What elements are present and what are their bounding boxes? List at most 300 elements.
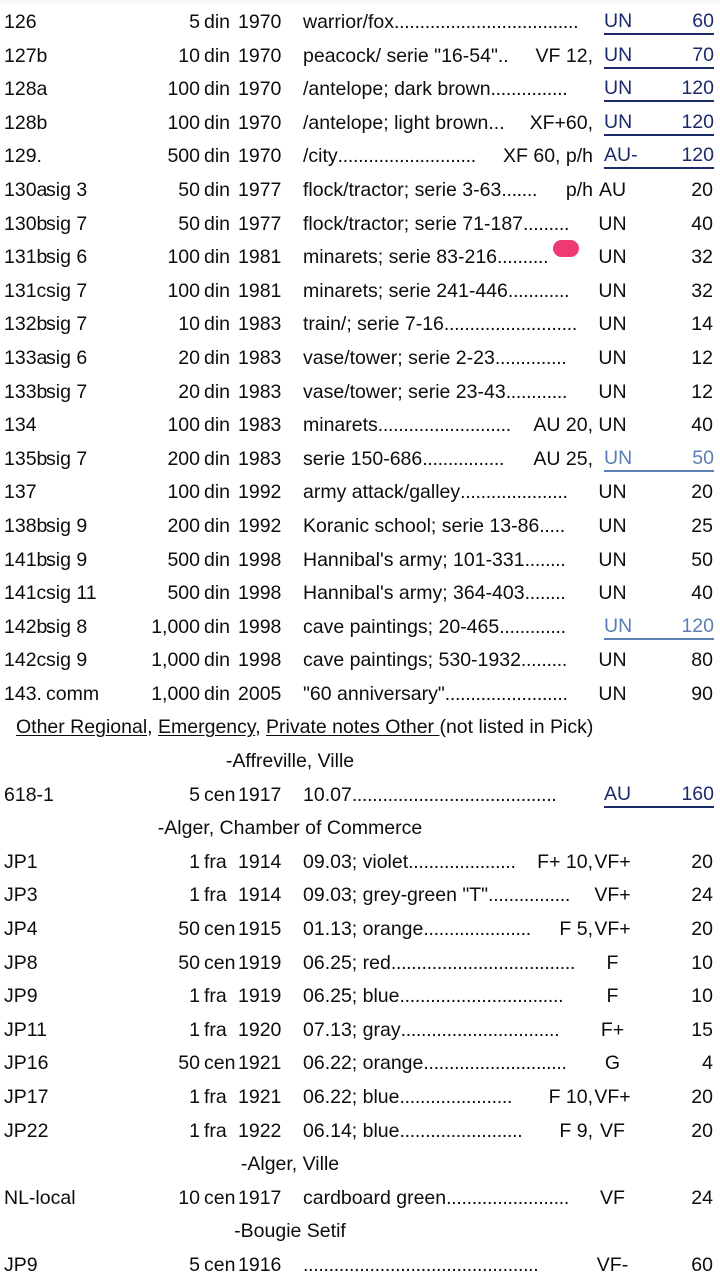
description-text: 06.22; blue: [303, 1086, 400, 1108]
issuer-subheading-row: [0, 1148, 720, 1182]
catalog-number: 143.: [4, 682, 42, 705]
description-cell: [303, 275, 593, 309]
description-text: vase/tower; serie 2-23: [303, 346, 495, 369]
dot-leader: ................................: [399, 985, 564, 1008]
denomination-value: 1: [189, 985, 200, 1008]
grade-value: VF+: [594, 850, 631, 873]
secondary-grade-note: F 5,: [559, 918, 593, 941]
catalog-entry-row: [0, 476, 720, 510]
currency-unit: din: [204, 481, 231, 504]
catalog-number: 126: [4, 11, 37, 33]
catalog-entry-row: [0, 73, 720, 107]
dot-leader: ...............: [490, 78, 568, 101]
grade-price-link[interactable]: [604, 443, 714, 477]
currency-unit: din: [204, 111, 231, 134]
description-text: 09.03; violet: [303, 850, 409, 873]
catalog-number: 133a: [4, 346, 48, 369]
description-text: minarets; serie 83-216: [303, 246, 498, 269]
dot-leader: ....................................: [394, 11, 579, 33]
issuer-subheading-row: [0, 1215, 720, 1249]
currency-unit: fra: [204, 1018, 227, 1041]
dot-leader: ..........: [497, 246, 549, 269]
issue-year: 1981: [238, 279, 282, 302]
currency-unit: din: [204, 313, 231, 336]
description-text: flock/tractor; serie 71-187: [303, 212, 524, 235]
section-heading-part: ,: [147, 716, 159, 739]
catalog-entry-row: [0, 308, 720, 342]
signature-variety: comm: [46, 682, 100, 705]
catalog-number: JP8: [4, 951, 38, 974]
catalog-number: 137: [4, 481, 37, 504]
signature-variety: sig 8: [46, 615, 88, 638]
description-text: vase/tower; serie 23-43: [303, 380, 506, 403]
price-value: 120: [681, 110, 714, 133]
secondary-grade-note: AU 20,: [533, 414, 593, 437]
catalog-number: 142b.: [4, 615, 53, 638]
catalog-number: 128b: [4, 111, 48, 134]
price-value: 24: [691, 884, 713, 907]
description-text: 10.07: [303, 783, 352, 806]
grade-value: UN: [604, 77, 633, 100]
secondary-grade-note: XF 60, p/h: [503, 145, 593, 168]
issue-year: 1914: [238, 884, 282, 907]
catalog-entry-row: [0, 443, 720, 477]
price-value: 70: [692, 43, 714, 66]
price-value: 20: [691, 1119, 713, 1142]
price-value: 4: [702, 1052, 713, 1075]
grade-value: UN: [598, 313, 627, 336]
description-cell: [303, 409, 593, 443]
price-value: 12: [691, 346, 713, 369]
description-text: army attack/galley: [303, 481, 461, 504]
catalog-entry-row: [0, 879, 720, 913]
denomination-value: 200: [167, 514, 200, 537]
denomination-value: 50: [178, 951, 200, 974]
signature-variety: sig 6: [46, 246, 88, 269]
grade-value: UN: [598, 380, 627, 403]
grade-price-link[interactable]: [604, 107, 714, 141]
denomination-value: 100: [167, 279, 200, 302]
dot-leader: ....................................: [390, 951, 576, 974]
currency-unit: cen: [204, 951, 236, 974]
issue-year: 1920: [238, 1018, 282, 1041]
issue-year: 1981: [238, 246, 282, 269]
description-cell: [303, 73, 593, 107]
catalog-number: JP3: [4, 884, 38, 907]
denomination-value: 50: [178, 178, 200, 201]
catalog-entry-row: [0, 947, 720, 981]
denomination-value: 50: [178, 918, 200, 941]
section-heading-part: Other Regional: [16, 716, 148, 739]
price-value: 20: [691, 481, 713, 504]
catalog-number: 138b: [4, 514, 48, 537]
dot-leader: ........: [524, 582, 566, 605]
catalog-entry-row: [0, 376, 720, 410]
dot-leader: ........................: [444, 682, 568, 705]
catalog-number: 134: [4, 414, 37, 437]
catalog-number: NL-local: [4, 1186, 76, 1209]
price-value: 20: [691, 850, 713, 873]
description-cell: [303, 40, 593, 74]
grade-value: UN: [598, 514, 627, 537]
secondary-grade-note: VF 12,: [535, 44, 593, 67]
description-text: /city: [303, 145, 338, 168]
section-heading-text: [16, 711, 593, 745]
section-heading-row: [0, 711, 720, 745]
catalog-number: 135b: [4, 447, 48, 470]
denomination-value: 5: [189, 11, 200, 33]
issuer-subheading-text: -Alger, Chamber of Commerce: [157, 817, 423, 840]
description-cell: [303, 140, 593, 174]
grade-value: UN: [598, 279, 627, 302]
description-cell: [303, 241, 593, 275]
signature-variety: sig 6: [46, 346, 88, 369]
denomination-value: 5: [189, 783, 200, 806]
dot-leader: ........: [524, 548, 566, 571]
signature-variety: sig 3: [46, 178, 88, 201]
catalog-entry-row: [0, 611, 720, 645]
catalog-entry-row: [0, 510, 720, 544]
price-value: 10: [691, 985, 713, 1008]
catalog-number: 128a: [4, 78, 48, 101]
grade-value: F: [606, 951, 619, 974]
currency-unit: cen: [204, 1186, 236, 1209]
description-text: 06.22; orange: [303, 1052, 424, 1075]
price-value: 24: [691, 1186, 713, 1209]
section-heading-part: Private notes Other: [266, 716, 440, 739]
catalog-entry-row: [0, 409, 720, 443]
grade-price-link[interactable]: [604, 611, 714, 645]
price-value: 20: [691, 1086, 713, 1108]
catalog-entry-row: [0, 1249, 720, 1283]
description-text: flock/tractor; serie 3-63: [303, 178, 502, 201]
currency-unit: fra: [204, 850, 227, 873]
catalog-entry-row: [0, 1081, 720, 1115]
issue-year: 1914: [238, 850, 282, 873]
catalog-entry-row: [0, 275, 720, 309]
description-text: warrior/fox: [303, 11, 395, 33]
catalog-number: JP9: [4, 1253, 38, 1276]
denomination-value: 50: [178, 212, 200, 235]
description-cell: [303, 879, 593, 913]
issuer-subheading-text: -Alger, Ville: [240, 1153, 340, 1176]
currency-unit: fra: [204, 884, 227, 907]
price-value: 20: [691, 918, 713, 941]
grade-value: VF+: [594, 1086, 631, 1108]
grade-value: AU-: [604, 144, 638, 167]
description-cell: [303, 476, 593, 510]
price-value: 60: [692, 10, 714, 32]
price-value: 25: [691, 514, 713, 537]
grade-value: UN: [598, 346, 627, 369]
catalog-number: 141b.: [4, 548, 53, 571]
grade-value: UN: [598, 682, 627, 705]
grade-value: UN: [598, 246, 627, 269]
denomination-value: 1,000: [151, 649, 200, 672]
signature-variety: sig 7: [46, 313, 88, 336]
grade-price-underline: [604, 75, 714, 102]
issue-year: 1977: [238, 212, 282, 235]
grade-value: AU: [604, 782, 632, 805]
grade-price-link[interactable]: [604, 6, 714, 40]
catalog-number: JP9: [4, 985, 38, 1008]
currency-unit: cen: [204, 1253, 236, 1276]
signature-variety: sig 9: [46, 548, 88, 571]
price-value: 10: [691, 951, 713, 974]
currency-unit: cen: [204, 783, 236, 806]
description-cell: [303, 577, 593, 611]
denomination-value: 20: [178, 346, 200, 369]
description-cell: [303, 846, 593, 880]
description-cell: [303, 6, 593, 40]
dot-leader: .........: [523, 212, 570, 235]
denomination-value: 1: [189, 884, 200, 907]
currency-unit: din: [204, 615, 231, 638]
currency-unit: din: [204, 145, 231, 168]
signature-variety: sig 11: [46, 582, 97, 605]
issue-year: 1917: [238, 783, 282, 806]
section-heading-part: (not listed in Pick): [439, 716, 594, 739]
issue-year: 2005: [238, 682, 282, 705]
catalog-entry-row: [0, 846, 720, 880]
dot-leader: ............: [505, 380, 568, 403]
description-text: /antelope; dark brown: [303, 78, 491, 101]
description-text: 06.25; blue: [303, 985, 400, 1008]
description-cell: [303, 208, 593, 242]
denomination-value: 100: [167, 111, 200, 134]
price-value: 50: [692, 446, 714, 469]
signature-variety: sig 7: [46, 447, 88, 470]
denomination-value: 10: [178, 313, 200, 336]
grade-value: UN: [604, 43, 633, 66]
grade-value: VF: [600, 1119, 625, 1142]
grade-price-underline: [604, 445, 714, 472]
dot-leader: ........................: [446, 1186, 569, 1209]
denomination-value: 100: [167, 246, 200, 269]
grade-price-link[interactable]: [604, 779, 714, 813]
description-text: 07.13; gray: [303, 1018, 401, 1041]
denomination-value: 10: [178, 44, 200, 67]
description-text: Koranic school; serie 13-86: [303, 514, 540, 537]
description-cell: [303, 376, 593, 410]
grade-value: UN: [598, 414, 627, 437]
currency-unit: din: [204, 582, 231, 605]
description-text: minarets: [303, 414, 378, 437]
description-cell: [303, 107, 593, 141]
description-cell: [303, 1182, 593, 1216]
dot-leader: ...........................: [337, 145, 476, 168]
price-value: 120: [681, 614, 714, 637]
dot-leader: ..............: [494, 346, 567, 369]
signature-variety: sig 7: [46, 279, 88, 302]
catalog-entry-row: [0, 980, 720, 1014]
description-text: Hannibal's army; 101-331: [303, 548, 525, 571]
catalog-entry-row: [0, 1182, 720, 1216]
price-value: 160: [681, 782, 714, 805]
description-cell: [303, 308, 593, 342]
catalog-entry-row: [0, 342, 720, 376]
issue-year: 1998: [238, 548, 282, 571]
signature-variety: sig 7: [46, 380, 88, 403]
grade-value: F: [606, 985, 619, 1008]
pink-marker-blob: [553, 240, 579, 257]
description-cell: [303, 443, 593, 477]
signature-variety: sig 7: [46, 212, 88, 235]
description-cell: [303, 947, 593, 981]
denomination-value: 1: [189, 850, 200, 873]
dot-leader: ..............................................: [303, 1253, 539, 1276]
currency-unit: din: [204, 44, 231, 67]
catalog-number: 130a: [4, 178, 48, 201]
grade-value: UN: [604, 614, 633, 637]
issue-year: 1919: [238, 985, 282, 1008]
denomination-value: 500: [167, 548, 200, 571]
catalog-number: JP16: [4, 1052, 49, 1075]
secondary-grade-note: F 10,: [548, 1086, 593, 1108]
denomination-value: 1: [189, 1086, 200, 1108]
catalog-entry-row: [0, 1115, 720, 1149]
grade-value: UN: [604, 446, 633, 469]
price-value: 40: [691, 414, 713, 437]
catalog-number: JP11: [4, 1018, 47, 1041]
denomination-value: 500: [167, 145, 200, 168]
currency-unit: din: [204, 447, 231, 470]
grade-price-link[interactable]: [604, 73, 714, 107]
dot-leader: ........................: [399, 1119, 523, 1142]
denomination-value: 100: [167, 414, 200, 437]
currency-unit: din: [204, 548, 231, 571]
grade-price-underline: [604, 8, 714, 35]
description-cell: [303, 1081, 593, 1115]
catalog-entry-row: [0, 208, 720, 242]
description-text: minarets; serie 241-446: [303, 279, 508, 302]
denomination-value: 5: [189, 1253, 200, 1276]
description-cell: [303, 544, 593, 578]
description-text: serie 150-686: [303, 447, 423, 470]
currency-unit: din: [204, 682, 231, 705]
section-heading-part: ,: [255, 716, 267, 739]
catalog-entry-row: [0, 779, 720, 813]
signature-variety: sig 9: [46, 649, 88, 672]
currency-unit: din: [204, 78, 231, 101]
grade-value: VF+: [594, 918, 631, 941]
price-value: 60: [691, 1253, 713, 1276]
dot-leader: ............................: [423, 1052, 567, 1075]
currency-unit: din: [204, 649, 231, 672]
issue-year: 1970: [238, 44, 282, 67]
denomination-value: 100: [167, 78, 200, 101]
catalog-number: 131c: [4, 279, 47, 302]
issue-year: 1998: [238, 615, 282, 638]
currency-unit: fra: [204, 1119, 227, 1142]
grade-value: VF+: [594, 884, 631, 907]
currency-unit: din: [204, 414, 231, 437]
dot-leader: .........: [520, 649, 567, 672]
grade-value: UN: [604, 10, 633, 32]
issue-year: 1919: [238, 951, 282, 974]
description-cell: [303, 1249, 593, 1283]
price-value: 120: [681, 77, 714, 100]
catalog-entry-row: [0, 107, 720, 141]
price-value: 90: [691, 682, 713, 705]
grade-price-underline: [604, 613, 714, 640]
grade-price-link[interactable]: [604, 140, 714, 174]
catalog-entry-row: [0, 174, 720, 208]
issue-year: 1917: [238, 1186, 282, 1209]
dot-leader: .....................: [460, 481, 568, 504]
secondary-grade-note: p/h: [565, 178, 593, 201]
catalog-number: JP17: [4, 1086, 49, 1108]
currency-unit: fra: [204, 1086, 227, 1108]
grade-price-underline: [604, 42, 714, 69]
issue-year: 1998: [238, 582, 282, 605]
catalog-entry-row: [0, 544, 720, 578]
issue-year: 1983: [238, 313, 282, 336]
secondary-grade-note: AU 25,: [533, 447, 593, 470]
catalog-number: 133b: [4, 380, 48, 403]
dot-leader: ..........................: [377, 414, 511, 437]
currency-unit: din: [204, 380, 231, 403]
issue-year: 1970: [238, 11, 282, 33]
description-cell: [303, 510, 593, 544]
grade-value: UN: [598, 481, 627, 504]
description-cell: [303, 1014, 593, 1048]
price-value: 20: [691, 178, 713, 201]
grade-price-link[interactable]: [604, 40, 714, 74]
catalog-number: 142c: [4, 649, 47, 672]
issue-year: 1970: [238, 145, 282, 168]
price-value: 80: [691, 649, 713, 672]
issue-year: 1998: [238, 649, 282, 672]
currency-unit: din: [204, 178, 231, 201]
price-value: 40: [691, 212, 713, 235]
catalog-entry-row: [0, 241, 720, 275]
issue-year: 1983: [238, 414, 282, 437]
price-value: 15: [691, 1018, 713, 1041]
denomination-value: 10: [178, 1186, 200, 1209]
grade-value: UN: [598, 582, 627, 605]
grade-price-underline: [604, 781, 714, 808]
grade-value: VF: [600, 1186, 625, 1209]
description-text: 01.13; orange: [303, 918, 424, 941]
dot-leader: ................: [422, 447, 505, 470]
issue-year: 1921: [238, 1086, 282, 1108]
denomination-value: 1,000: [151, 682, 200, 705]
catalog-number: 131b: [4, 246, 48, 269]
price-value: 50: [691, 548, 713, 571]
dot-leader: .....................: [408, 850, 516, 873]
issue-year: 1915: [238, 918, 282, 941]
description-text: train/; serie 7-16: [303, 313, 444, 336]
catalog-entry-row: [0, 644, 720, 678]
catalog-entry-row: [0, 913, 720, 947]
description-text: cave paintings; 20-465: [303, 615, 500, 638]
dot-leader: ..........................: [443, 313, 577, 336]
issuer-subheading-text: -Affreville, Ville: [225, 750, 355, 773]
denomination-value: 100: [167, 481, 200, 504]
issue-year: 1970: [238, 78, 282, 101]
denomination-value: 200: [167, 447, 200, 470]
dot-leader: .......: [501, 178, 538, 201]
issue-year: 1970: [238, 111, 282, 134]
description-text: 09.03; grey-green "T": [303, 884, 489, 907]
description-cell: [303, 174, 593, 208]
description-text: 06.14; blue: [303, 1119, 400, 1142]
currency-unit: din: [204, 11, 231, 33]
description-text: Hannibal's army; 364-403: [303, 582, 525, 605]
issue-year: 1922: [238, 1119, 282, 1142]
catalog-entry-row: [0, 6, 720, 40]
